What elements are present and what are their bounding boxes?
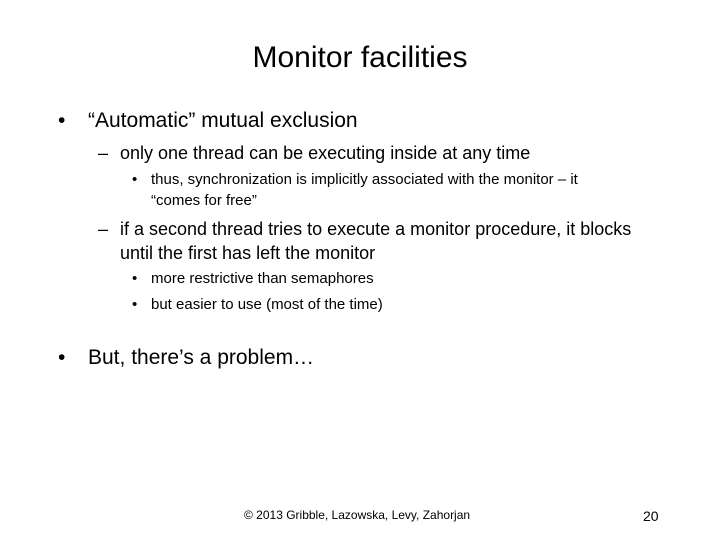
subbullet-text-line-1: if a second thread tries to execute a monitor procedure, it blocks — [120, 219, 632, 239]
subsubbullet-text-easier-to-use: but easier to use (most of the time) — [151, 296, 383, 313]
subbullet-text-line-2: until the first has left the monitor — [120, 243, 376, 263]
footer-copyright: © 2013 Gribble, Lazowska, Levy, Zahorjan — [244, 508, 471, 522]
dash-marker: – — [98, 143, 109, 163]
bullet-text-automatic-mutual-exclusion: “Automatic” mutual exclusion — [88, 109, 358, 132]
bullet-text-problem: But, there’s a problem… — [88, 346, 315, 369]
slide-title: Monitor facilities — [252, 41, 468, 74]
subbullet-text-only-one-thread: only one thread can be executing inside at any time — [120, 143, 531, 163]
subsubbullet-text-line-2: “comes for free” — [151, 192, 257, 209]
dash-marker: – — [98, 219, 109, 239]
page-number: 20 — [643, 508, 659, 524]
bullet-marker: • — [132, 270, 138, 287]
subsubbullet-text-more-restrictive: more restrictive than semaphores — [151, 270, 374, 287]
subsubbullet-text-line-1: thus, synchronization is implicitly associated with the monitor – it — [151, 171, 578, 188]
bullet-marker: • — [132, 171, 138, 188]
bullet-marker: • — [58, 109, 66, 132]
bullet-marker: • — [58, 346, 66, 369]
bullet-marker: • — [132, 296, 138, 313]
